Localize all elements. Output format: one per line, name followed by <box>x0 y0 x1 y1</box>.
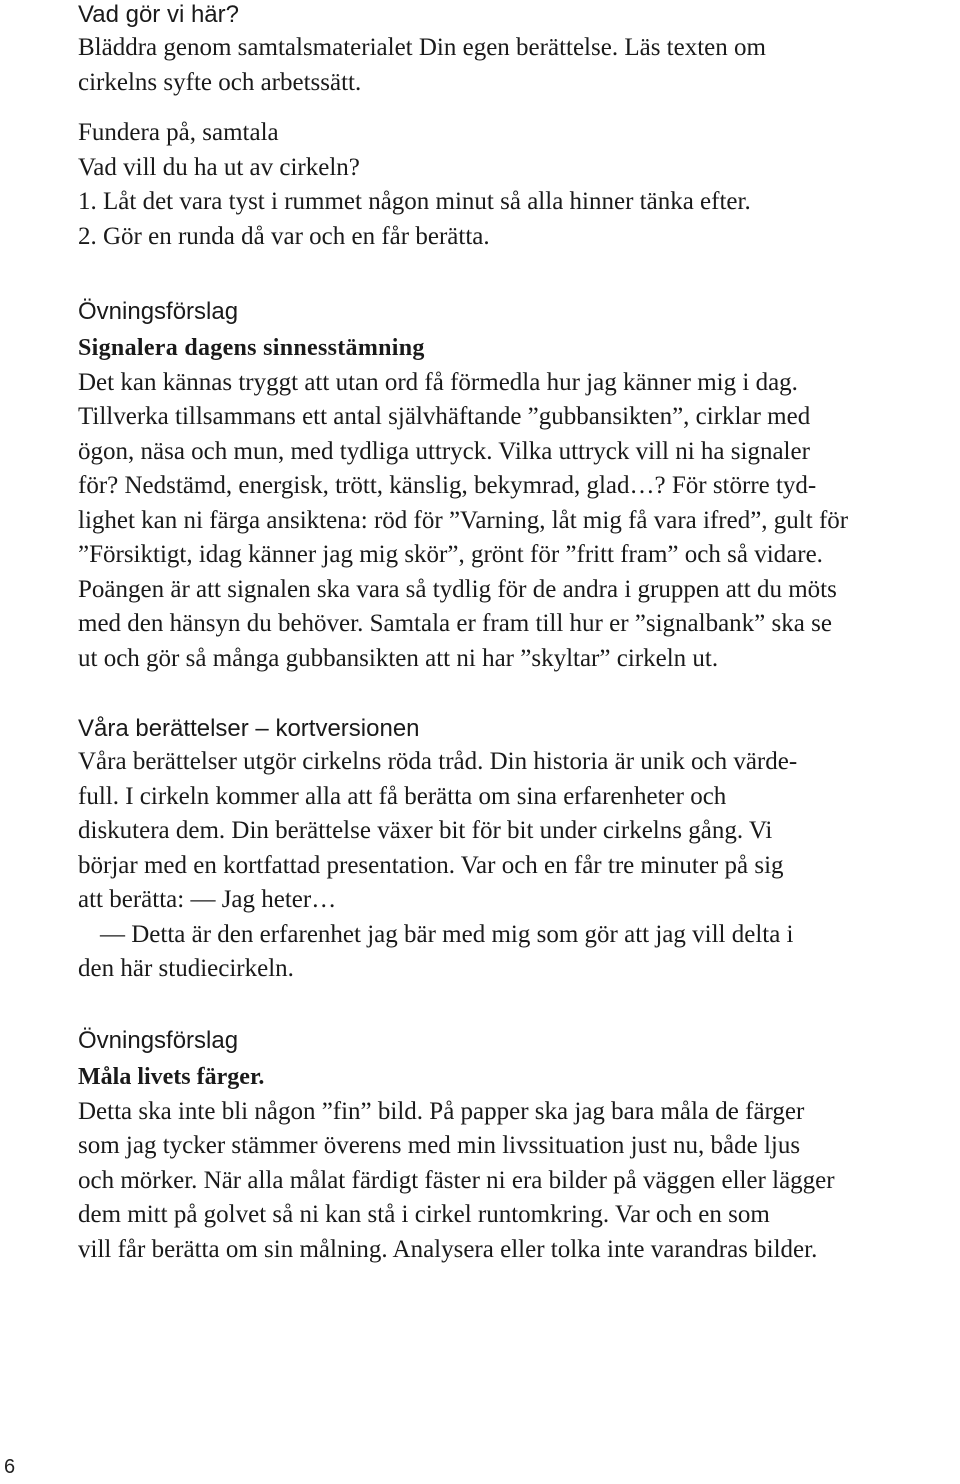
text-line: lighet kan ni färga ansiktena: röd för ”Varning, låt mig få vara ifred”, gult för <box>78 506 849 534</box>
text-line: diskutera dem. Din berättelse växer bit för bit under cirkelns gång. Vi <box>78 817 773 844</box>
text-line: Poängen är att signalen ska vara så tydlig för de andra i gruppen att du möts <box>78 575 837 603</box>
text-line: Det kan kännas tryggt att utan ord få förmedla hur jag känner mig i dag. <box>78 368 798 396</box>
text-line: ut och gör så många gubbansikten att ni har ”skyltar” cirkeln ut. <box>78 644 719 672</box>
text-line: börjar med en kortfattad presentation. Var och en får tre minuter på sig <box>78 851 784 879</box>
text-line: Bläddra genom samtalsmaterialet Din egen berättelse. Läs texten om <box>78 34 766 61</box>
text-line: att berätta: — Jag heter… <box>78 886 337 913</box>
section-vad-gor-vi-har <box>78 0 766 100</box>
text-line: den här studiecirkeln. <box>78 955 294 982</box>
section-vara-berattelser <box>78 713 797 987</box>
text-line: Tillverka tillsammans ett antal självhäftande ”gubbansikten”, cirklar med <box>78 403 811 430</box>
exercise-title: Måla livets färger. <box>78 1064 265 1090</box>
section-heading: Övningsförslag <box>78 1027 239 1054</box>
text-line: Vad vill du ha ut av cirkeln? <box>78 153 360 181</box>
section-heading: Övningsförslag <box>78 298 239 325</box>
text-line: och mörker. När alla målat färdigt fäster ni era bilder på väggen eller lägger <box>78 1166 835 1194</box>
section-fundera <box>78 116 751 254</box>
text-line: dem mitt på golvet så ni kan stå i cirkel runtomkring. Var och en som <box>78 1201 770 1228</box>
text-line: full. I cirkeln kommer alla att få berätta om sina erfarenheter och <box>78 782 727 810</box>
text-line: vill får berätta om sin målning. Analysera eller tolka inte varandras bilder. <box>78 1235 818 1263</box>
exercise-title: Signalera dagens sinnesstämning <box>78 335 425 361</box>
section-heading: Fundera på, samtala <box>78 119 279 146</box>
section-heading: Våra berättelser – kortversionen <box>78 715 420 742</box>
text-line: ”Försiktigt, idag känner jag mig skör”, grönt för ”fritt fram” och så vidare. <box>78 541 823 568</box>
text-line: som jag tycker stämmer överens med min livssituation just nu, både ljus <box>78 1132 801 1159</box>
text-line: Detta ska inte bli någon ”fin” bild. På papper ska jag bara måla de färger <box>78 1097 805 1125</box>
section-ovningsforslag-1 <box>78 296 848 676</box>
list-item: 1. Låt det vara tyst i rummet någon minut så alla hinner tänka efter. <box>78 188 751 215</box>
page-number: 6 <box>4 1456 16 1478</box>
text-line-indented: — Detta är den erfarenhet jag bär med mig som gör att jag vill delta i <box>100 920 794 948</box>
text-line: med den hänsyn du behöver. Samtala er fram till hur er ”signalbank” ska se <box>78 610 832 637</box>
text-line: cirkelns syfte och arbetssätt. <box>78 68 362 96</box>
text-line: för? Nedstämd, energisk, trött, känslig, bekymrad, glad…? För större tyd- <box>78 472 817 499</box>
text-line: Våra berättelser utgör cirkelns röda tråd. Din historia är unik och värde- <box>78 748 798 775</box>
section-heading: Vad gör vi här? <box>78 1 239 28</box>
list-item: 2. Gör en runda då var och en får berätta. <box>78 222 490 250</box>
text-line: ögon, näsa och mun, med tydliga uttryck. Vilka uttryck vill ni ha signaler <box>78 437 810 465</box>
section-ovningsforslag-2 <box>78 1025 835 1267</box>
